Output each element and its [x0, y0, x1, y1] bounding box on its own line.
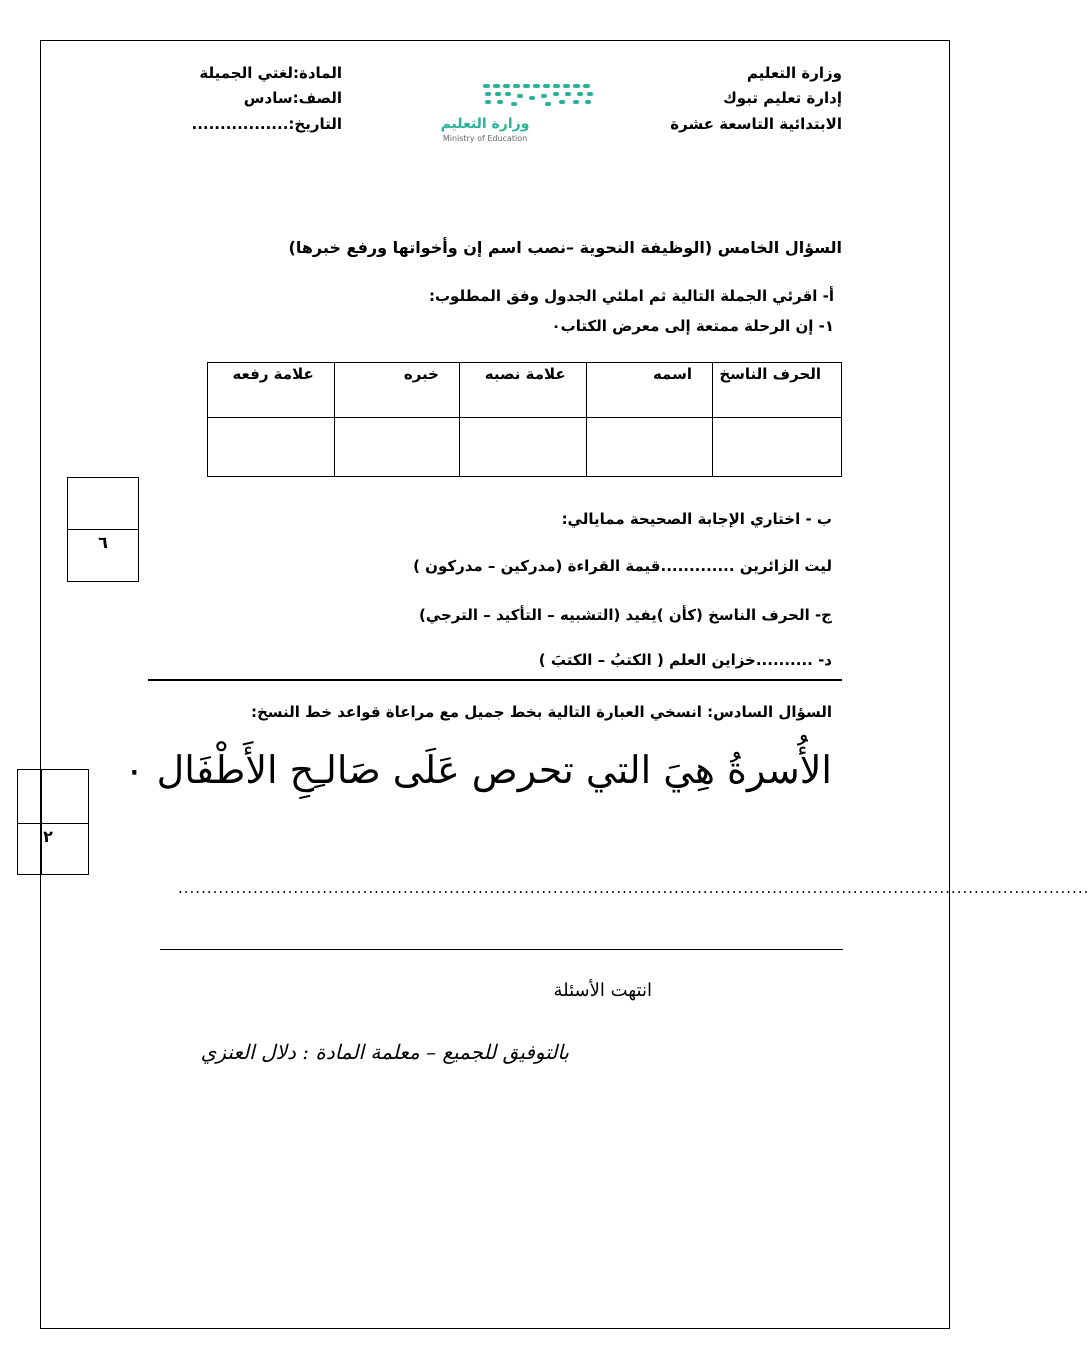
ministry-logo: [425, 80, 600, 150]
answer-cell[interactable]: [586, 418, 712, 477]
score-divider: [18, 823, 88, 824]
logo-english-text: Ministry of Education: [442, 134, 528, 143]
table-answer-row: [208, 418, 842, 477]
question-6-score: ٢: [43, 827, 53, 846]
answer-cell[interactable]: [208, 418, 335, 477]
teacher-signature: بالتوفيق للجميع – معلمة المادة : دلال العنزي: [200, 1040, 569, 1064]
table-header-cell: اسمه: [586, 363, 712, 418]
question-5-part-b: ب - اختاري الإجابة الصحيحة ممايالي:: [561, 510, 832, 528]
table-header-cell: علامة نصبه: [459, 363, 586, 418]
question-5-sentence: ١- إن الرحلة ممتعة إلى معرض الكتاب۰: [551, 317, 834, 335]
choice-item-1: ليت الزائرين .............قيمة القراءة (مدركين – مدركون ): [413, 557, 832, 575]
table-header-cell: علامة رفعه: [208, 363, 335, 418]
question-5-score-box: [67, 477, 139, 582]
logo-arabic-text: وزارة التعليم: [440, 116, 530, 132]
grade-label: الصف:سادس: [243, 89, 342, 107]
grammar-table: [207, 362, 842, 477]
answer-cell[interactable]: [713, 418, 842, 477]
section-divider: [148, 679, 842, 681]
school-label: الابتدائية التاسعة عشرة: [670, 115, 842, 133]
writing-line-dotted[interactable]: ..............................................................................................................................................................: [178, 879, 1089, 897]
question-5-title: السؤال الخامس (الوظيفة النحوية –نصب اسم إن وأخواتها ورفع خبرها): [288, 238, 842, 257]
question-5-score: ٦: [98, 533, 108, 552]
copy-phrase: الأُسرةُ هِيَ التي تحرص عَلَى صَالـِحِ الأَطْفَال ۰: [124, 748, 832, 792]
answer-cell[interactable]: [334, 418, 459, 477]
subject-label: المادة:لغتي الجميلة: [199, 64, 342, 82]
writing-line: [160, 949, 843, 950]
administration-label: إدارة تعليم تبوك: [723, 89, 842, 107]
question-6-title: السؤال السادس: انسخي العبارة التالية بخط جميل مع مراعاة قواعد خط النسخ:: [250, 703, 832, 721]
date-label: التاريخ:.................: [191, 115, 342, 133]
ministry-label: وزارة التعليم: [746, 64, 842, 82]
question-5-part-a: أ- اقرئي الجملة التالية ثم املئي الجدول وفق المطلوب:: [428, 287, 834, 305]
table-header-row: [208, 363, 842, 418]
table-header-cell: الحرف الناسخ: [713, 363, 842, 418]
end-of-questions: انتهت الأسئلة: [553, 980, 652, 1001]
choice-item-2: ج- الحرف الناسخ (كأن )يفيد (التشبيه – التأكيد – الترجي): [418, 606, 832, 624]
score-divider-vertical: [41, 770, 42, 874]
question-6-score-box: [17, 769, 89, 875]
answer-cell[interactable]: [459, 418, 586, 477]
score-divider: [68, 529, 138, 530]
table-header-cell: خبره: [334, 363, 459, 418]
page-border: [40, 40, 1089, 1329]
choice-item-3: د- ..........خزاين العلم ( الكتبُ – الكتبَ ): [538, 651, 832, 669]
